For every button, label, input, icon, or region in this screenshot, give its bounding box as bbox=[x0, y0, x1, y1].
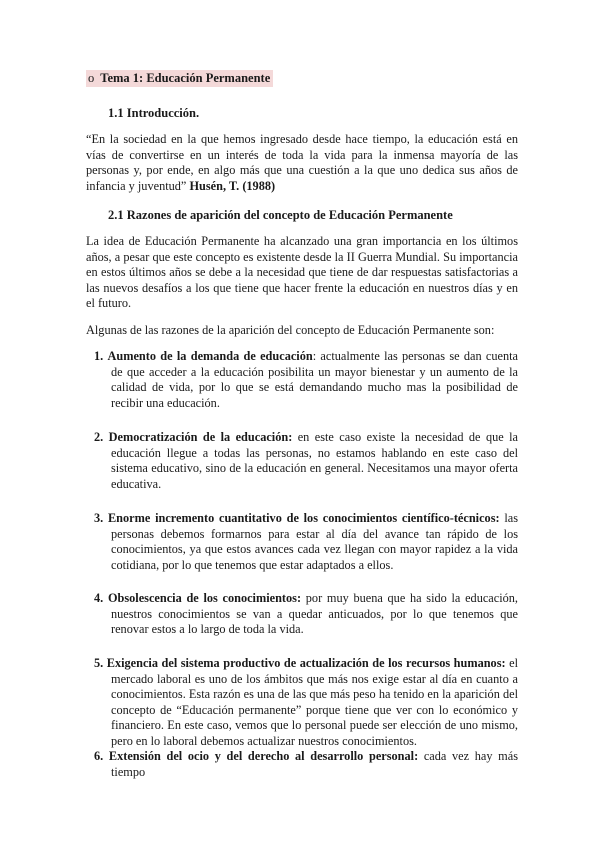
list-item bbox=[94, 591, 518, 638]
list-item-title: Obsolescencia de los conocimientos: bbox=[107, 591, 302, 605]
list-item-text: el mercado laboral es uno de los ámbitos que más nos exige estar al día en cuanto a conocimientos. Esta razón es una de las que más peso ha tenido en la aparición del concepto de “Educación permanente” porque tiene que ver con lo económico y financiero. En este caso, vemos que lo personal puede ser elección de uno mismo, pero en lo laboral debemos actualizar nuestros conocimientos. bbox=[111, 656, 518, 748]
list-item-text: cada vez hay más tiempo bbox=[111, 749, 518, 779]
reasons-paragraph: La idea de Educación Permanente ha alcanzado una gran importancia en los últimos años, a pesar que este concepto es existente desde la II Guerra Mundial. Su importancia en estos últimos años se debe a la necesidad que tiene de dar respuestas satisfactorias a las nuevos desafíos a los que tiene que hacer frente la educación en nuestros días y en el futuro. bbox=[86, 234, 518, 311]
topic-title: Tema 1: Educación Permanente bbox=[100, 71, 271, 85]
list-item bbox=[94, 349, 518, 411]
list-item-number: 5. bbox=[94, 656, 104, 670]
list-item-number: 1. bbox=[94, 349, 104, 363]
intro-section-title: 1.1 Introducción. bbox=[108, 106, 200, 120]
intro-quote-author: Husén, T. (1988) bbox=[189, 178, 276, 193]
list-item bbox=[94, 656, 518, 750]
reasons-intro: Algunas de las razones de la aparición del concepto de Educación Permanente son: bbox=[86, 323, 495, 337]
list-item-number: 3. bbox=[94, 511, 104, 525]
list-item-text: por muy buena que ha sido la educación, nuestros conocimientos se van a quedar anticuados, por lo que tenemos que renovar estos a lo largo de toda la vida. bbox=[111, 591, 519, 637]
list-item-text: : actualmente las personas se dan cuenta de que acceder a la educación posibilita un mayor bienestar y un aumento de la calidad de vida, por lo que se está demandando mucho mas la posibilidad de recibir una educación. bbox=[111, 349, 518, 410]
reasons-section-title: 2.1 Razones de aparición del concepto de Educación Permanente bbox=[108, 208, 453, 222]
list-item-title: Democratización de la educación: bbox=[108, 430, 293, 444]
list-item-number: 2. bbox=[94, 430, 104, 444]
topic-heading bbox=[86, 70, 273, 87]
list-item bbox=[94, 511, 518, 573]
list-item bbox=[94, 430, 518, 492]
list-item-title: Enorme incremento cuantitativo de los conocimientos científico-técnicos: bbox=[107, 511, 500, 525]
list-item bbox=[94, 749, 518, 780]
list-item-title: Aumento de la demanda de educación bbox=[107, 349, 313, 363]
list-item-number: 6. bbox=[94, 749, 104, 763]
list-item-number: 4. bbox=[94, 591, 104, 605]
intro-quote-text: “En la sociedad en la que hemos ingresado desde hace tiempo, la educación está en vías de convertirse en un interés de toda la vida para la inmensa mayoría de las personas y, por ende, en algo más que una cuestión a la que uno dedica sus años de infancia y juventud” bbox=[86, 132, 518, 193]
bullet-icon: o bbox=[88, 71, 95, 85]
list-item-text: las personas debemos formarnos para estar al día del avance tan rápido de los conocimientos, ya que estos avances cada vez llegan con mayor rapidez a la vida cotidiana, por lo que tenemos que estar adaptados a ellos. bbox=[111, 511, 518, 572]
list-item-title: Exigencia del sistema productivo de actualización de los recursos humanos: bbox=[106, 656, 506, 670]
intro-quote bbox=[86, 132, 518, 194]
list-item-title: Extensión del ocio y del derecho al desarrollo personal: bbox=[108, 749, 419, 763]
list-item-text: en este caso existe la necesidad de que la educación llegue a todas las personas, no estamos hablando en este caso del sistema educativo, sino de la educación en general. Necesitamos una mayor oferta educativa. bbox=[111, 430, 519, 491]
